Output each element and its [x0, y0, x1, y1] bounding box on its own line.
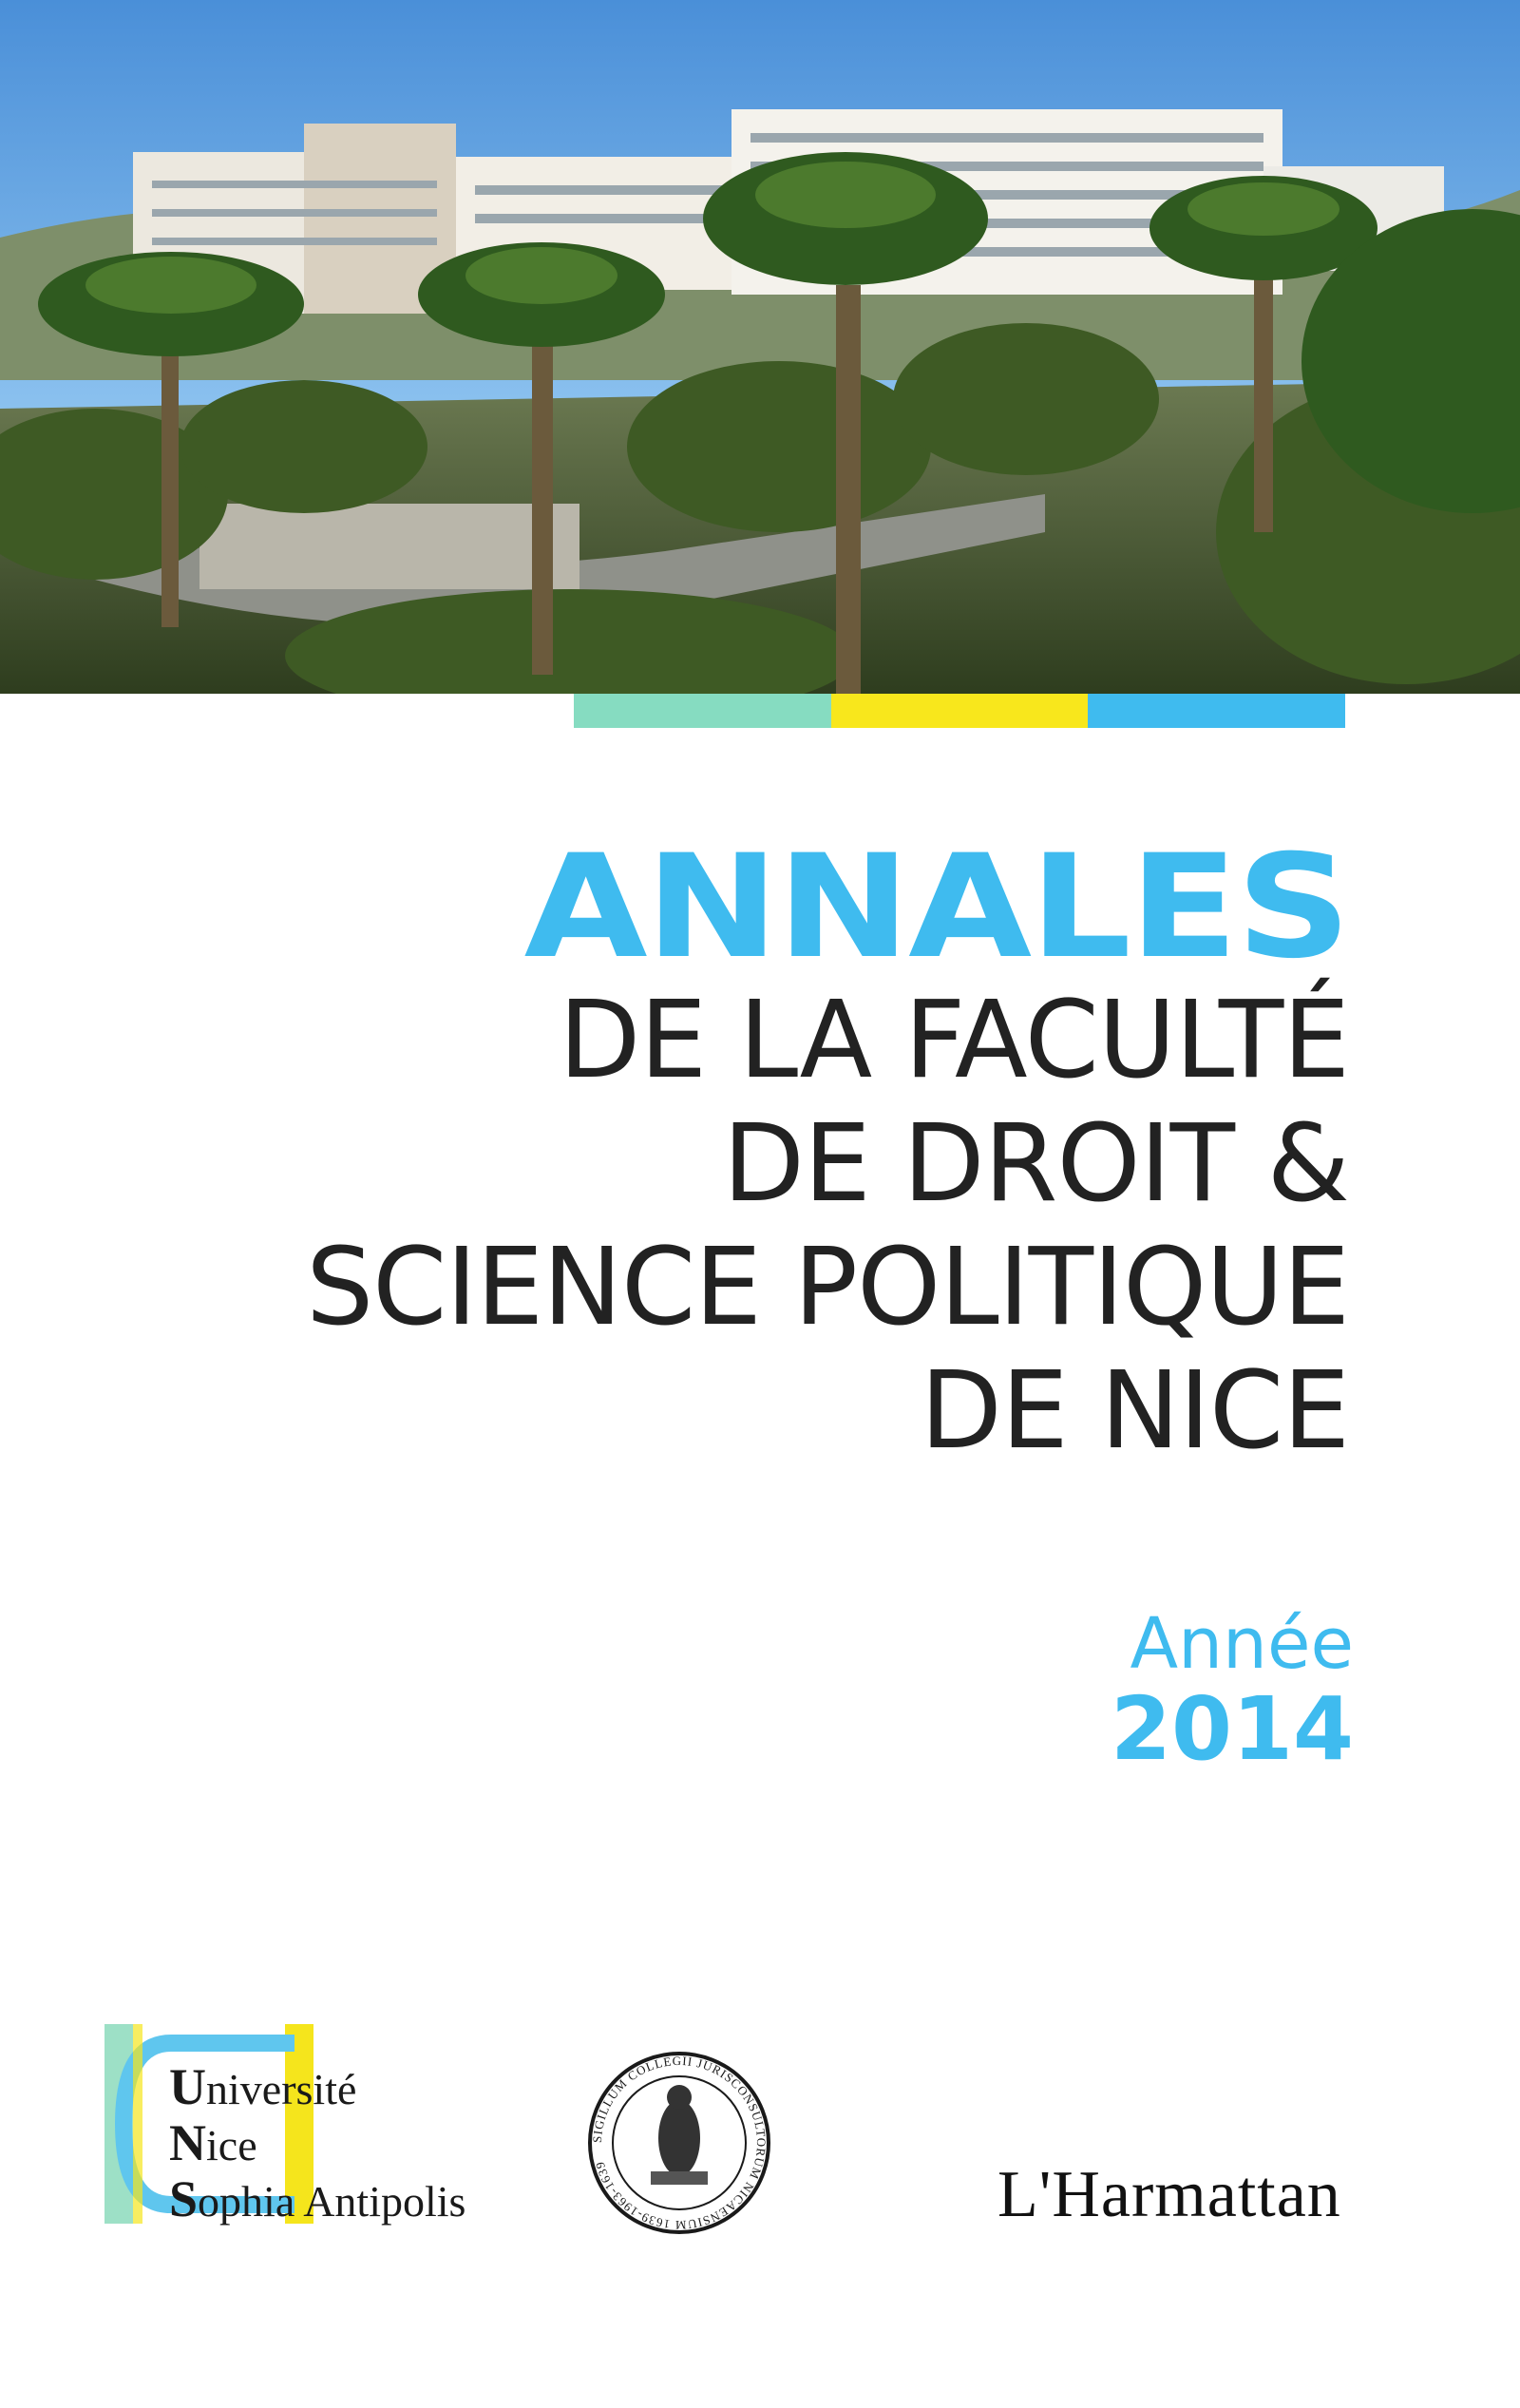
title-line-4: DE NICE	[920, 1349, 1349, 1473]
seal-text: SIGILLUM COLLEGII JURISCONSULTORUM NICAENSIUM 1639-1963-1639	[589, 2053, 770, 2233]
university-rest-2: ice	[206, 2121, 257, 2169]
title-line-1: DE LA FACULTÉ	[559, 979, 1349, 1102]
year-label: Année	[1130, 1603, 1354, 1685]
stripe-yellow	[831, 694, 1089, 728]
university-name	[169, 2060, 466, 2228]
university-line-1	[169, 2060, 466, 2116]
university-line-3	[169, 2172, 466, 2228]
publisher-logo: L'Harmattan	[998, 2158, 1341, 2231]
university-rest-3: ophia Antipolis	[198, 2177, 466, 2226]
title-main: ANNALES	[523, 825, 1349, 990]
university-rest-1: niversité	[206, 2065, 357, 2113]
color-stripe	[574, 694, 1345, 728]
university-line-2	[169, 2116, 466, 2172]
university-cap-3: S	[169, 2170, 199, 2227]
title-line-2: DE DROIT &	[722, 1102, 1349, 1226]
year-block	[1110, 1603, 1354, 1780]
year-value: 2014	[1110, 1678, 1354, 1780]
title-line-3: SCIENCE POLITIQUE	[306, 1226, 1349, 1349]
cover-title	[114, 825, 1349, 1473]
campus-photo-illustration	[0, 0, 1520, 694]
university-cap-1: U	[169, 2058, 206, 2115]
stripe-green	[574, 694, 831, 728]
stripe-blue	[1088, 694, 1345, 728]
university-cap-2: N	[169, 2114, 206, 2171]
faculty-seal-icon	[584, 2048, 774, 2238]
cover-photo	[0, 0, 1520, 694]
